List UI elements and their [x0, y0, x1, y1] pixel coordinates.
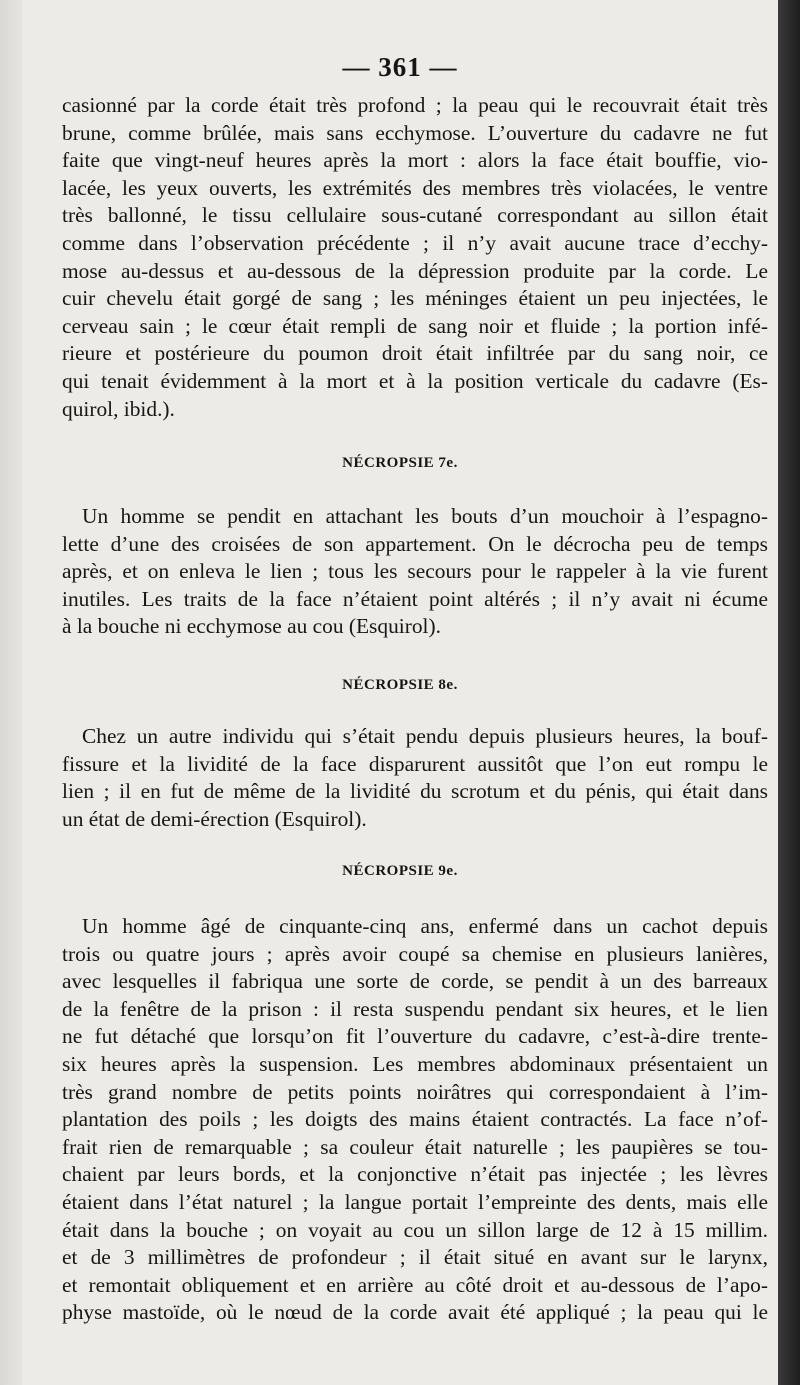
text-line: comme dans l’observation précédente ; il n’y avait aucune trace d’ecchy- — [62, 230, 768, 255]
text-line: quirol, ibid.). — [62, 396, 175, 421]
text-line: qui tenait évidemment à la mort et à la position verticale du cadavre (Es- — [62, 368, 768, 393]
text-line: physe mastoïde, où le nœud de la corde avait été appliqué ; la peau qui le — [62, 1300, 768, 1325]
section-heading-necropsie-9: NÉCROPSIE 9e. — [342, 863, 458, 879]
text-line: Un homme âgé de cinquante-cinq ans, enfermé dans un cachot depuis — [82, 914, 768, 938]
paragraph-necropsie-8 — [62, 723, 768, 833]
book-page — [22, 0, 778, 1385]
text-line: lette d’une des croisées de son appartement. On le décrocha peu de temps — [62, 531, 768, 556]
page-left-margin — [0, 0, 22, 1385]
text-line: trois ou quatre jours ; après avoir coupé sa chemise en plusieurs lanières, — [62, 941, 768, 966]
section-heading-necropsie-8: NÉCROPSIE 8e. — [342, 677, 458, 693]
text-line: avec lesquelles il fabriqua une sorte de corde, se pendit à un des barreaux — [62, 969, 768, 994]
text-line: brune, comme brûlée, mais sans ecchymose. L’ouverture du cadavre ne fut — [62, 120, 768, 145]
text-line: étaient dans l’état naturel ; la langue portait l’empreinte des dents, mais elle — [62, 1189, 768, 1214]
text-line: très grand nombre de petits points noirâtres qui correspondaient à l’im- — [62, 1079, 768, 1104]
text-line: inutiles. Les traits de la face n’étaient point altérés ; il n’y avait ni écume — [62, 586, 768, 611]
text-line: lacée, les yeux ouverts, les extrémités des membres très violacées, le ventre — [62, 175, 768, 200]
text-line: un état de demi-érection (Esquirol). — [62, 806, 367, 831]
paragraph-necropsie-9 — [62, 913, 768, 1327]
text-line: Chez un autre individu qui s’était pendu depuis plusieurs heures, la bouf- — [82, 724, 768, 748]
text-line: frait rien de remarquable ; sa couleur était naturelle ; les paupières se tou- — [62, 1134, 768, 1159]
text-line: à la bouche ni ecchymose au cou (Esquirol). — [62, 614, 441, 639]
page-number: — 361 — — [342, 52, 458, 82]
text-line: et de 3 millimètres de profondeur ; il était situé en avant sur le larynx, — [62, 1245, 768, 1270]
text-line: cerveau sain ; le cœur était rempli de sang noir et fluide ; la portion infé- — [62, 313, 768, 338]
text-line: plantation des poils ; les doigts des mains étaient contractés. La face n’of- — [62, 1107, 768, 1132]
text-line: après, et on enleva le lien ; tous les secours pour le rappeler à la vie furent — [62, 559, 768, 584]
text-line: six heures après la suspension. Les membres abdominaux présentaient un — [62, 1051, 768, 1076]
text-line: casionné par la corde était très profond ; la peau qui le recouvrait était très — [62, 93, 768, 117]
text-line: faite que vingt-neuf heures après la mort : alors la face était bouffie, vio- — [62, 148, 768, 173]
section-heading-necropsie-7: NÉCROPSIE 7e. — [342, 455, 458, 471]
page-right-edge — [778, 0, 800, 1385]
text-line: était dans la bouche ; on voyait au cou un sillon large de 12 à 15 millim. — [62, 1217, 768, 1242]
text-line: lien ; il en fut de même de la lividité du scrotum et du pénis, qui était dans — [62, 779, 768, 804]
text-line: cuir chevelu était gorgé de sang ; les méninges étaient un peu injectées, le — [62, 286, 768, 311]
text-line: très ballonné, le tissu cellulaire sous-cutané correspondant au sillon était — [62, 203, 768, 228]
paragraph-continuation — [62, 92, 768, 423]
text-line: chaient par leurs bords, et la conjonctive n’était pas injectée ; les lèvres — [62, 1162, 768, 1187]
paragraph-necropsie-7 — [62, 503, 768, 641]
text-line: fissure et la lividité de la face disparurent aussitôt que l’on eut rompu le — [62, 751, 768, 776]
text-line: de la fenêtre de la prison : il resta suspendu pendant six heures, et le lien — [62, 996, 768, 1021]
text-line: mose au-dessus et au-dessous de la dépression produite par la corde. Le — [62, 258, 768, 283]
text-line: ne fut détaché que lorsqu’on fit l’ouverture du cadavre, c’est-à-dire trente- — [62, 1024, 768, 1049]
text-line: rieure et postérieure du poumon droit était infiltrée par du sang noir, ce — [62, 341, 768, 366]
text-line: et remontait obliquement et en arrière au côté droit et au-dessous de l’apo- — [62, 1272, 768, 1297]
text-line: Un homme se pendit en attachant les bouts d’un mouchoir à l’espagno- — [82, 504, 768, 528]
